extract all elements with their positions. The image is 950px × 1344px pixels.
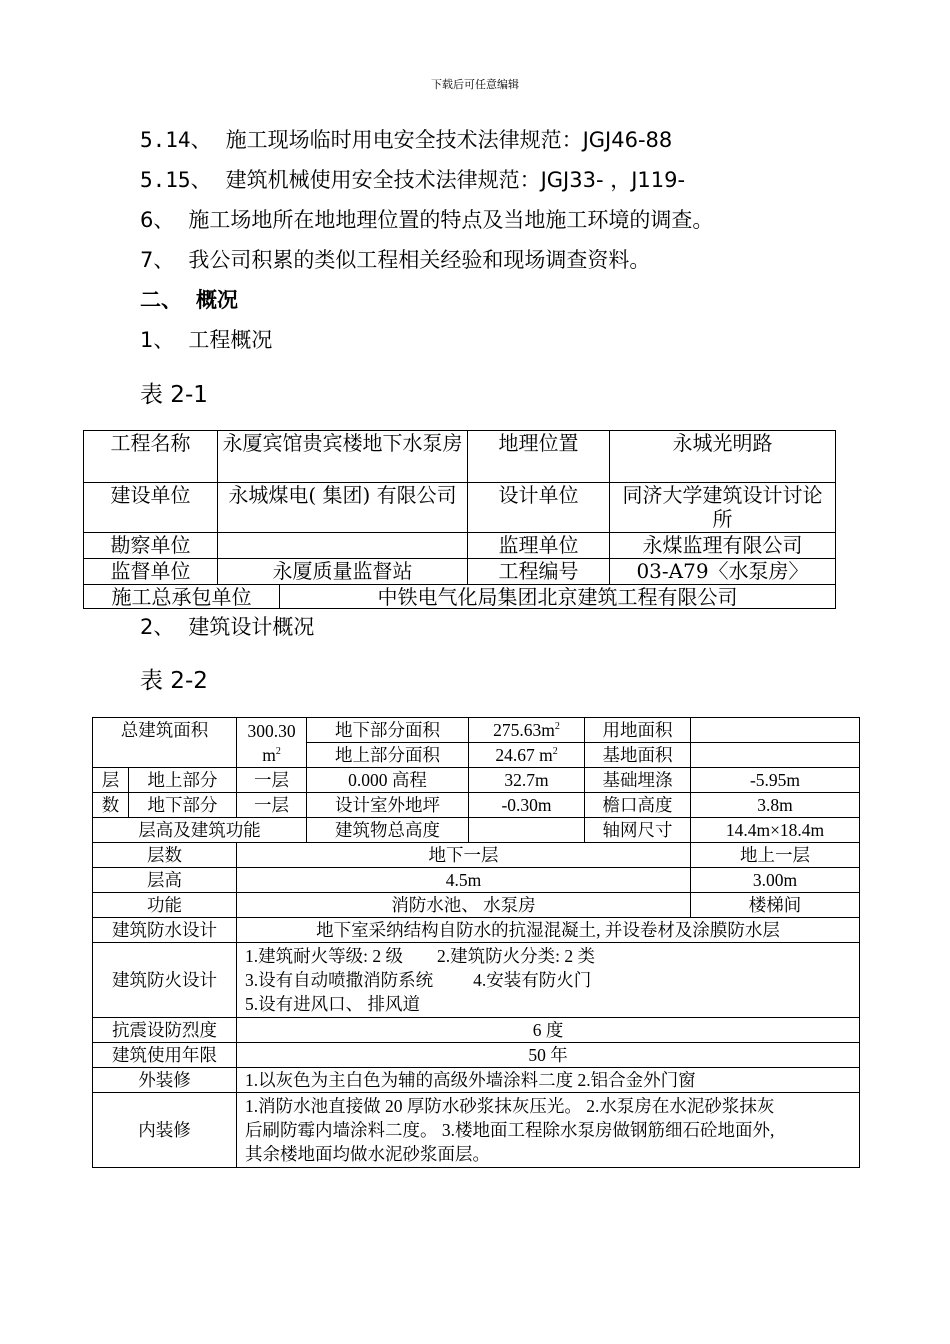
cell-label: 地下部分 [129,793,237,818]
cell-label: 层数 [93,843,237,868]
subsection-number: 1、 [140,328,175,352]
clause-5-14 [140,124,672,154]
cell-label: 数 [93,793,129,818]
cell-value: 同济大学建筑设计讨论所 [610,483,836,533]
total-area-unit: m [262,744,276,765]
subsection-number: 2、 [140,615,175,639]
cell-value [237,1093,860,1168]
fire-item: 2.建筑防火分类: 2 类 [437,946,595,966]
subsection-title: 工程概况 [188,328,273,352]
aboveground-area-value: 24.67 m [495,745,553,765]
cell-label: 监理单位 [468,533,610,559]
cell-value: 永厦宾馆贵宾楼地下水泵房 [218,431,468,483]
cell-value: 3.00m [691,868,860,893]
cell-label: 地上部分 [129,768,237,793]
cell-value: 03-A79〈水泵房〉 [610,559,836,585]
cell-label: 地下部分面积 [307,718,469,743]
table-caption-2-2: 表 2-2 [140,668,208,694]
table-row [93,1043,860,1068]
cell-value: 3.8m [691,793,860,818]
cell-value: 300.30 $m^2$ [237,718,307,768]
cell-label: 用地面积 [585,718,691,743]
clause-number: 5.15、 [140,168,212,192]
table-row [93,868,860,893]
fire-item: 5.设有进风口、 排风道 [245,994,420,1014]
table-row [84,559,836,585]
clause-text: 施工场地所在地地理位置的特点及当地施工环境的调查。 [188,208,714,232]
table-row [84,483,836,533]
cell-value: 24.67 $m^2$ [469,743,585,768]
interior-line: 1.消防水池直接做 20 厚防水砂浆抹灰压光。 2.水泵房在水泥砂浆抹灰 [245,1096,775,1116]
cell-value: 中铁电气化局集团北京建筑工程有限公司 [280,585,836,609]
subsection-1 [140,324,272,354]
clause-6 [140,204,713,234]
cell-label: 勘察单位 [84,533,218,559]
cell-value [691,743,860,768]
project-overview-table [83,430,836,585]
cell-label: 工程编号 [468,559,610,585]
cell-label: 轴网尺寸 [585,818,691,843]
cell-label: 设计室外地坪 [307,793,469,818]
subsection-2 [140,611,314,641]
cell-value [218,533,468,559]
table-row [93,1068,860,1093]
clause-number: 5.14、 [140,128,212,152]
cell-label: 建筑防水设计 [93,918,237,943]
cell-value: $275.63m^2$ [469,718,585,743]
cell-value: 4.5m [237,868,691,893]
project-contractor-row [83,584,836,609]
cell-value: 32.7m [469,768,585,793]
clause-number: 7、 [140,248,175,272]
table-row [93,943,860,1018]
cell-label: 建设单位 [84,483,218,533]
table-row [84,585,836,609]
table-caption-2-1: 表 2-1 [140,382,208,408]
cell-label: 总建筑面积 [93,718,237,768]
cell-value: -5.95m [691,768,860,793]
cell-value: 楼梯间 [691,893,860,918]
cell-value: 地上一层 [691,843,860,868]
cell-label: 层高及建筑功能 [93,818,307,843]
clause-text: 建筑机械使用安全技术法律规范：JGJ33- ，J119- [225,168,686,192]
clause-7 [140,244,650,274]
cell-value: 一层 [237,793,307,818]
cell-label: 建筑物总高度 [307,818,469,843]
cell-value: 永煤监理有限公司 [610,533,836,559]
interior-line: 后刷防霉内墙涂料二度。 3.楼地面工程除水泵房做钢筋细石砼地面外, [245,1120,775,1140]
cell-label: 施工总承包单位 [84,585,280,609]
clause-5-15 [140,164,685,194]
table-row [93,718,860,743]
clause-number: 6、 [140,208,175,232]
cell-label: 设计单位 [468,483,610,533]
cell-label: 外装修 [93,1068,237,1093]
cell-value: 永厦质量监督站 [218,559,468,585]
cell-label: 0.000 高程 [307,768,469,793]
cell-label: 基地面积 [585,743,691,768]
building-design-table [92,717,860,1168]
table-row [93,793,860,818]
clause-text: 施工现场临时用电安全技术法律规范：JGJ46-88 [225,128,673,152]
clause-text: 我公司积累的类似工程相关经验和现场调查资料。 [188,248,651,272]
table-row [93,768,860,793]
cell-label: 抗震设防烈度 [93,1018,237,1043]
table-row [93,818,860,843]
table-row [93,893,860,918]
table-row [93,918,860,943]
cell-value: 50 年 [237,1043,860,1068]
section-title: 概况 [196,288,238,312]
cell-label: 层 [93,768,129,793]
table-row [93,1093,860,1168]
cell-value: 永城煤电( 集团) 有限公司 [218,483,468,533]
cell-label: 基础埋涤 [585,768,691,793]
fire-item: 1.建筑耐火等级: 2 级 [245,946,403,966]
interior-line: 其余楼地面均做水泥砂浆面层。 [245,1144,490,1164]
table-row [84,533,836,559]
cell-value: 地下室采纳结构自防水的抗湿混凝土, 并设卷材及涂膜防水层 [237,918,860,943]
fire-item: 4.安装有防火门 [473,970,592,990]
cell-value: -0.30m [469,793,585,818]
table-row [93,843,860,868]
cell-value [691,718,860,743]
cell-label: 建筑使用年限 [93,1043,237,1068]
cell-label: 建筑防火设计 [93,943,237,1018]
cell-value: 6 度 [237,1018,860,1043]
underground-area-value: 275.63m [493,720,555,740]
cell-label: 内装修 [93,1093,237,1168]
cell-label: 檐口高度 [585,793,691,818]
table-row [84,431,836,483]
cell-label: 监督单位 [84,559,218,585]
cell-label: 层高 [93,868,237,893]
subsection-title: 建筑设计概况 [188,615,315,639]
section-number: 二、 [140,288,182,312]
section-heading [140,284,238,314]
cell-value: 消防水池、 水泵房 [237,893,691,918]
cell-value: 1.以灰色为主白色为辅的高级外墙涂料二度 2.铝合金外门窗 [237,1068,860,1093]
table-row [93,1018,860,1043]
fire-item: 3.设有自动喷撒消防系统 [245,970,434,990]
page-header: 下载后可任意编辑 [431,78,519,91]
cell-label: 地上部分面积 [307,743,469,768]
cell-value: 14.4m×18.4m [691,818,860,843]
cell-value: 永城光明路 [610,431,836,483]
total-area-value: 300.30 [247,720,296,741]
cell-label: 工程名称 [84,431,218,483]
cell-value: 一层 [237,768,307,793]
cell-label: 功能 [93,893,237,918]
cell-value: 地下一层 [237,843,691,868]
cell-value [237,943,860,1018]
cell-value [469,818,585,843]
cell-label: 地理位置 [468,431,610,483]
